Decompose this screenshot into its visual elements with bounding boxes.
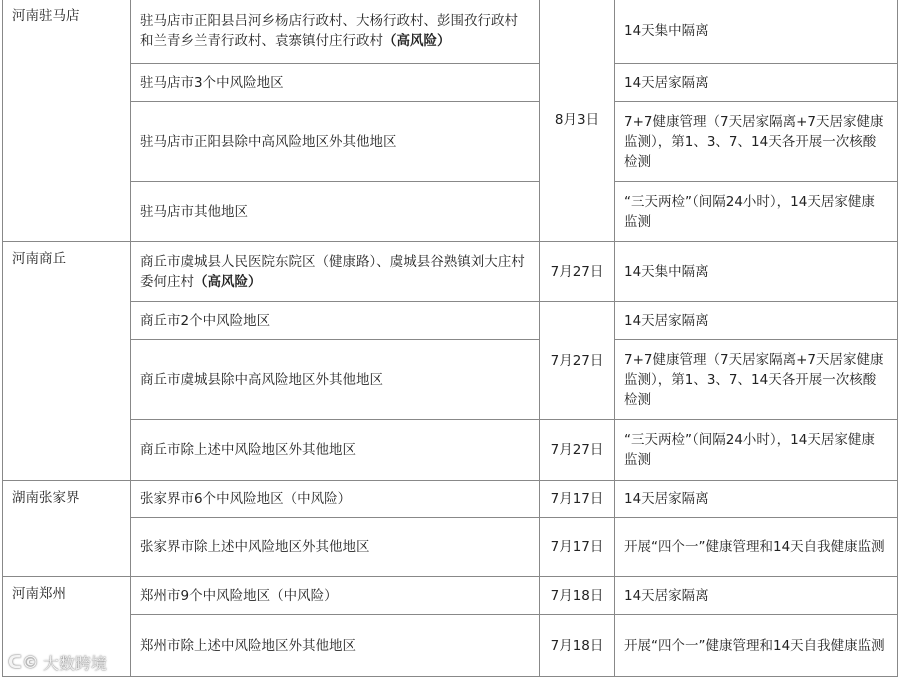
- place-cell: 商丘市除上述中风险地区外其他地区: [131, 420, 540, 481]
- place-cell: 商丘市虞城县人民医院东院区（健康路）、虞城县谷熟镇刘大庄村委何庄村（高风险）: [131, 242, 540, 302]
- watermark-text: 大数跨境: [42, 654, 107, 673]
- table-row: [3, 615, 898, 677]
- date-cell: 7月18日: [540, 615, 615, 677]
- measure-cell: 14天居家隔离: [615, 577, 898, 615]
- table-row: [3, 420, 898, 481]
- risk-level-label: （高风险）: [194, 273, 262, 290]
- place-cell: 郑州市9个中风险地区（中风险）: [131, 577, 540, 615]
- weibo-logo-icon: ᑕ©: [8, 652, 39, 673]
- measure-cell: 开展“四个一”健康管理和14天自我健康监测: [615, 518, 898, 577]
- place-cell: 驻马店市3个中风险地区: [131, 64, 540, 102]
- date-cell: 7月27日: [540, 302, 615, 420]
- table-row: [3, 182, 898, 242]
- date-cell: 7月27日: [540, 420, 615, 481]
- date-cell: 8月3日: [540, 0, 615, 242]
- measure-cell: “三天两检”（间隔24小时），14天居家健康监测: [615, 420, 898, 481]
- measure-cell: 14天集中隔离: [615, 0, 898, 64]
- table-row: [3, 340, 898, 420]
- date-cell: 7月18日: [540, 577, 615, 615]
- place-cell: 商丘市虞城县除中高风险地区外其他地区: [131, 340, 540, 420]
- place-cell: 郑州市除上述中风险地区外其他地区: [131, 615, 540, 677]
- region-cell: 河南驻马店: [3, 0, 131, 242]
- region-cell: 河南商丘: [3, 242, 131, 481]
- measure-cell: 14天集中隔离: [615, 242, 898, 302]
- table-row: [3, 481, 898, 518]
- table-row: [3, 102, 898, 182]
- place-cell: 张家界市6个中风险地区（中风险）: [131, 481, 540, 518]
- place-cell: 驻马店市正阳县除中高风险地区外其他地区: [131, 102, 540, 182]
- date-cell: 7月17日: [540, 481, 615, 518]
- place-cell: 商丘市2个中风险地区: [131, 302, 540, 340]
- measure-cell: 开展“四个一”健康管理和14天自我健康监测: [615, 615, 898, 677]
- measure-cell: 7+7健康管理（7天居家隔离+7天居家健康监测），第1、3、7、14天各开展一次核酸检测: [615, 340, 898, 420]
- measure-cell: “三天两检”（间隔24小时），14天居家健康监测: [615, 182, 898, 242]
- table-row: [3, 518, 898, 577]
- place-cell: 驻马店市正阳县吕河乡杨店行政村、大杨行政村、彭围孜行政村和兰青乡兰青行政村、袁寨镇付庄行政村（高风险）: [131, 0, 540, 64]
- risk-area-table: [2, 0, 898, 677]
- table-row: [3, 242, 898, 302]
- table-row: [3, 302, 898, 340]
- date-cell: 7月17日: [540, 518, 615, 577]
- place-cell: 驻马店市其他地区: [131, 182, 540, 242]
- measure-cell: 14天居家隔离: [615, 64, 898, 102]
- watermark: [8, 651, 107, 674]
- measure-cell: 14天居家隔离: [615, 302, 898, 340]
- table-row: [3, 0, 898, 64]
- region-cell: 湖南张家界: [3, 481, 131, 577]
- date-cell: 7月27日: [540, 242, 615, 302]
- risk-level-label: （高风险）: [383, 33, 451, 49]
- place-cell: 张家界市除上述中风险地区外其他地区: [131, 518, 540, 577]
- table-row: [3, 64, 898, 102]
- measure-cell: 14天居家隔离: [615, 481, 898, 518]
- region-cell: 河南郑州: [3, 577, 131, 677]
- table-row: [3, 577, 898, 615]
- measure-cell: 7+7健康管理（7天居家隔离+7天居家健康监测），第1、3、7、14天各开展一次核酸检测: [615, 102, 898, 182]
